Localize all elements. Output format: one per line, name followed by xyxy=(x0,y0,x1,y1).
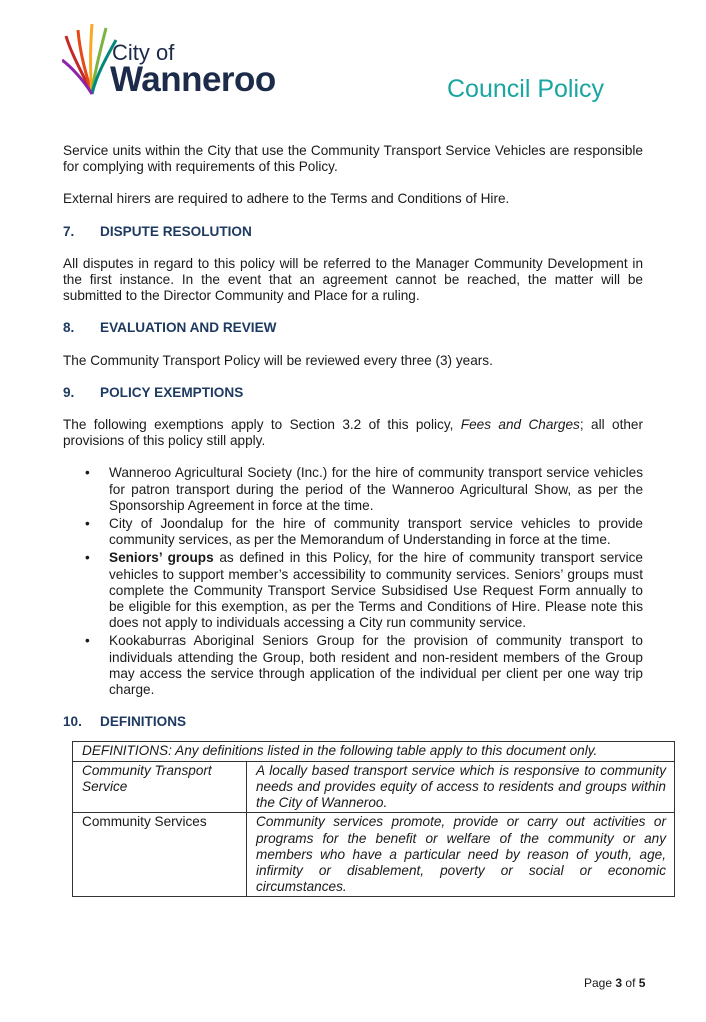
intro-paragraph-2: External hirers are required to adhere to the Terms and Conditions of Hire. xyxy=(63,191,510,207)
list-item-text: Wanneroo Agricultural Society (Inc.) for the hire of community transport service vehicles for patron transport during the period of the Wanneroo Agricultural Show, as per the Sponsorship Agreement in force at the time. xyxy=(109,465,643,513)
definition-text: Community services promote, provide or carry out activities or programs for the benefit or welfare of the community or any members who have a particular need by reason of youth, age, infirmity or disablement, poverty or social or economic circumstances. xyxy=(247,813,675,897)
exemptions-list xyxy=(63,465,643,698)
list-item xyxy=(63,633,643,698)
section-title: DISPUTE RESOLUTION xyxy=(100,223,252,239)
section-title: DEFINITIONS xyxy=(100,714,187,730)
city-logo xyxy=(62,16,302,106)
section-8-text: The Community Transport Policy will be reviewed every three (3) years. xyxy=(63,352,493,368)
text-part: The following exemptions apply to Section 3.2 of this policy, xyxy=(63,417,461,433)
definition-term: Community Transport Service xyxy=(73,761,247,813)
definitions-table xyxy=(72,741,675,897)
document-body xyxy=(63,143,666,897)
list-item-text: Kookaburras Aboriginal Seniors Group for the provision of community transport to individuals attending the Group, both resident and non-resident members of the Group may access the service through application of the individual per client per one way trip charge. xyxy=(109,633,643,698)
list-item xyxy=(63,516,643,548)
list-item xyxy=(63,465,643,514)
current-page: 3 xyxy=(615,976,623,990)
section-number: 8. xyxy=(63,320,75,336)
table-header-cell: DEFINITIONS: Any definitions listed in the following table apply to this document only. xyxy=(73,742,675,761)
page-number xyxy=(584,976,645,990)
logo-city-text: City of xyxy=(112,40,175,65)
definition-term: Community Services xyxy=(73,813,247,897)
table-row xyxy=(73,813,675,897)
section-title: EVALUATION AND REVIEW xyxy=(100,320,277,336)
definition-text: A locally based transport service which is responsive to community needs and provides equity of access to residents and groups within the City of Wanneroo. xyxy=(247,761,675,813)
bullet-icon: • xyxy=(85,633,90,649)
of-word: of xyxy=(625,976,636,990)
logo-wanneroo-text: Wanneroo xyxy=(110,60,276,99)
total-pages: 5 xyxy=(638,976,646,990)
document-title: Council Policy xyxy=(447,75,605,103)
table-row xyxy=(73,761,675,813)
bullet-icon: • xyxy=(85,550,90,566)
table-row xyxy=(73,742,675,761)
page-word: Page xyxy=(584,976,613,990)
intro-paragraph-1: Service units within the City that use the Community Transport Service Vehicles are responsible for complying with requirements of this Policy. xyxy=(63,143,643,175)
list-item-bold-text: Seniors’ groups xyxy=(109,550,214,566)
list-item xyxy=(63,550,643,631)
emphasis-text: Fees and Charges xyxy=(460,417,580,433)
section-10-heading xyxy=(63,714,643,730)
list-item-text: as defined in this Policy, for the hire of community transport service vehicles to support member’s accessibility to community services. Seniors’ groups must complete the Community Transport Service Subsidised Use Request Form annually to be eligible for this exemption, as per the Terms and Conditions of Hire. Please note this does not apply to individuals accessing a City run community service. xyxy=(109,550,643,631)
section-title: POLICY EXEMPTIONS xyxy=(100,384,244,400)
section-9-text xyxy=(63,417,643,449)
section-number: 10. xyxy=(63,714,82,730)
bullet-icon: • xyxy=(85,465,90,481)
section-number: 7. xyxy=(63,223,75,239)
section-8-heading xyxy=(63,320,643,336)
section-7-heading xyxy=(63,224,643,240)
section-7-text: All disputes in regard to this policy will be referred to the Manager Community Development in the first instance. In the event that an agreement cannot be reached, the matter will be submitted to the Director Community and Place for a ruling. xyxy=(63,255,643,304)
section-number: 9. xyxy=(63,384,75,400)
bullet-icon: • xyxy=(85,516,90,532)
text-part: ; all other provisions of this policy still apply. xyxy=(63,417,643,449)
list-item-text: City of Joondalup for the hire of community transport service vehicles to provide community services, as per the Memorandum of Understanding in force at the time. xyxy=(109,516,643,548)
section-9-heading xyxy=(63,385,643,401)
